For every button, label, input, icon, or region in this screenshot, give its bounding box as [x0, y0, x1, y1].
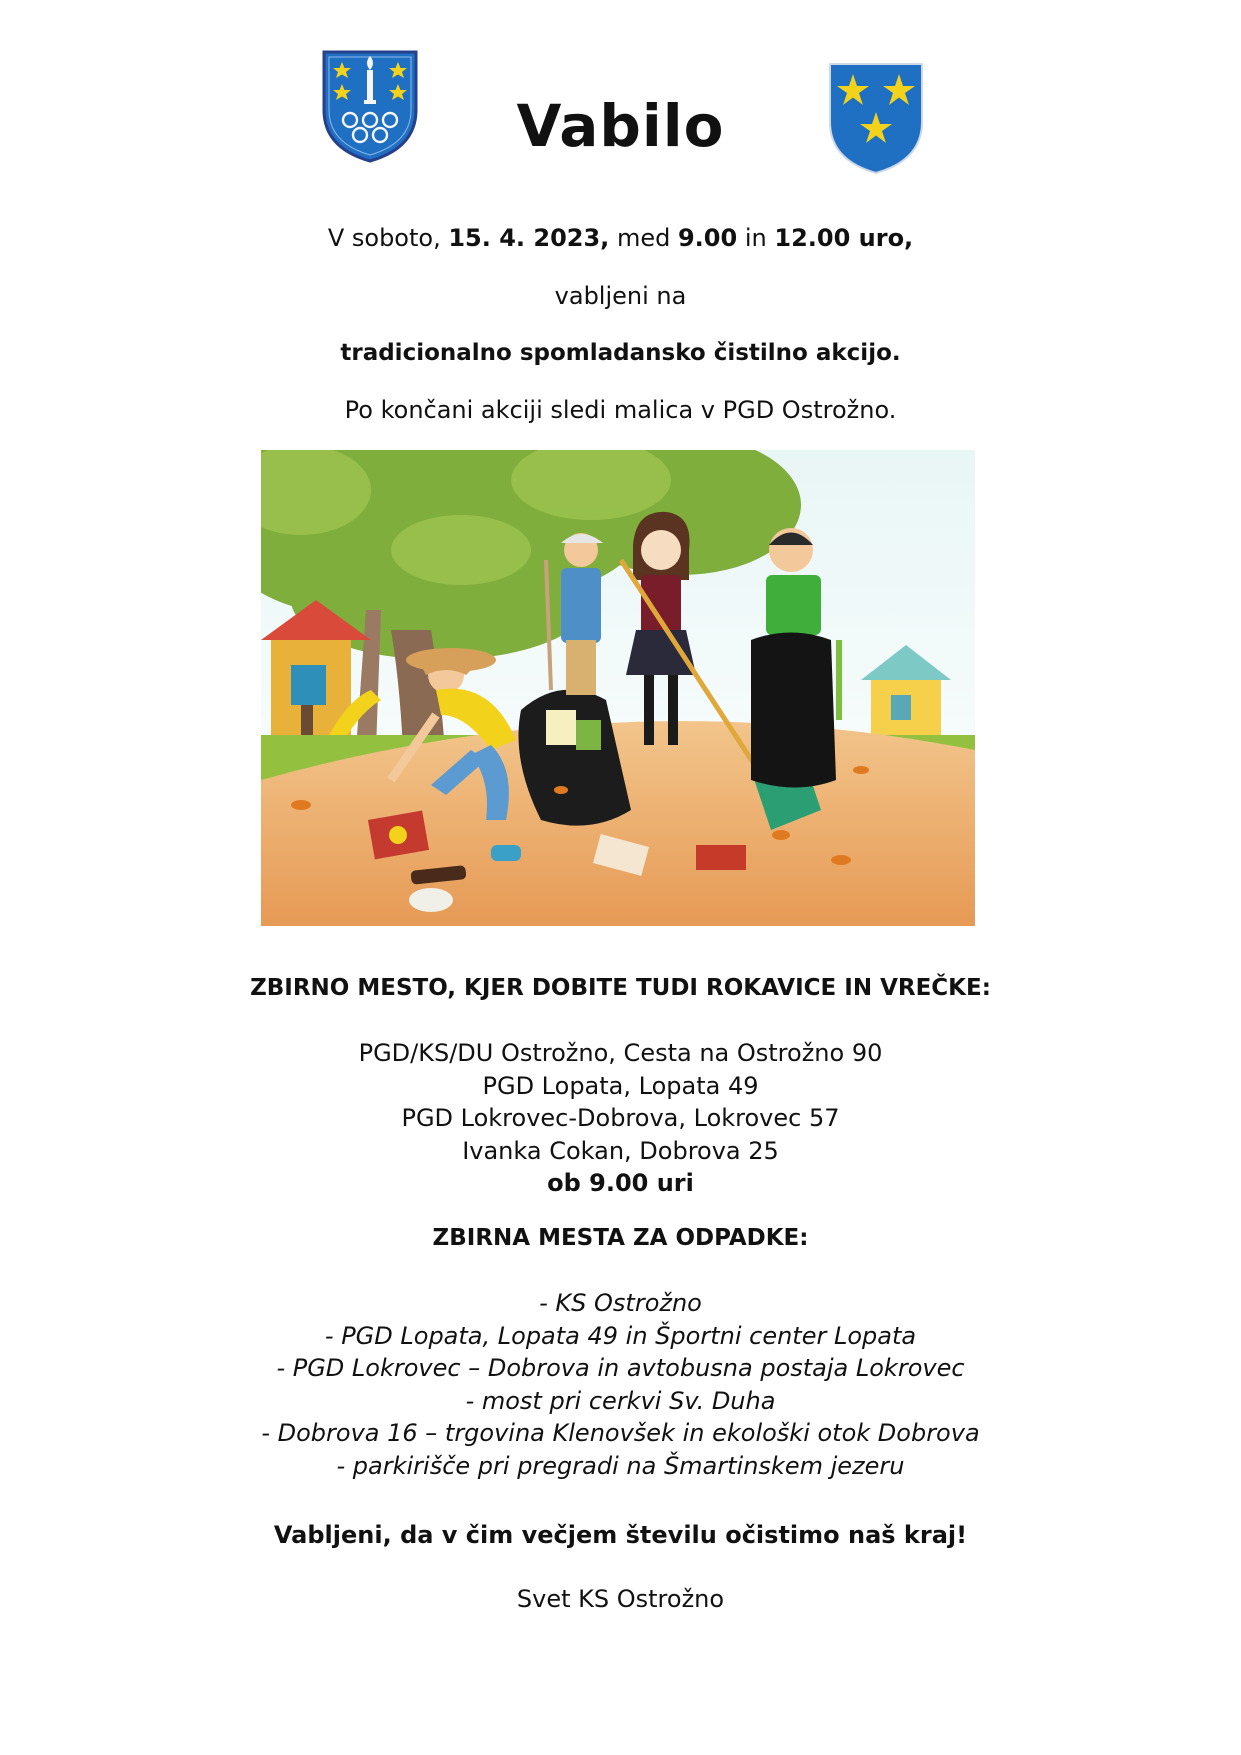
time-prefix: med — [616, 224, 671, 252]
waste-place: - most pri cerkvi Sv. Duha — [465, 1386, 776, 1415]
meeting-heading: ZBIRNO MESTO, KJER DOBITE TUDI ROKAVICE IN VREČKE: — [250, 975, 991, 1001]
waste-heading: ZBIRNA MESTA ZA ODPADKE: — [432, 1225, 809, 1251]
meeting-place: PGD Lokrovec-Dobrova, Lokrovec 57 — [401, 1104, 840, 1132]
event-date: 15. 4. 2023, — [448, 224, 610, 252]
waste-place: - KS Ostrožno — [539, 1289, 702, 1317]
waste-place: - Dobrova 16 – trgovina Klenovšek in ekološki otok Dobrova — [261, 1419, 980, 1447]
closing-line: Vabljeni, da v čim večjem številu očistimo naš kraj! — [273, 1521, 968, 1549]
meeting-place: PGD Lopata, Lopata 49 — [482, 1071, 759, 1100]
start-time: 9.00 — [677, 224, 738, 252]
waste-place: - PGD Lokrovec – Dobrova in avtobusna postaja Lokrovec — [276, 1354, 965, 1382]
end-time: 12.00 uro, — [774, 224, 914, 252]
invited-line: vabljeni na — [554, 282, 687, 310]
waste-place: - parkirišče pri pregradi na Šmartinskem jezeru — [336, 1451, 905, 1480]
date-time-line — [0, 222, 1241, 254]
meeting-place: Ivanka Cokan, Dobrova 25 — [462, 1136, 779, 1165]
meeting-places-list — [0, 1037, 1241, 1200]
signature: Svet KS Ostrožno — [516, 1585, 725, 1613]
waste-place: - PGD Lopata, Lopata 49 in Športni center Lopata — [324, 1321, 917, 1350]
cleanup-illustration — [261, 450, 975, 926]
meeting-time: ob 9.00 uri — [547, 1169, 694, 1197]
after-line: Po končani akciji sledi malica v PGD Ostrožno. — [344, 396, 897, 424]
time-mid: in — [744, 224, 767, 252]
page-title: Vabilo — [516, 92, 725, 160]
coat-of-arms-right-icon — [826, 60, 926, 176]
date-prefix: V soboto, — [327, 224, 441, 252]
meeting-place: PGD/KS/DU Ostrožno, Cesta na Ostrožno 90 — [358, 1039, 883, 1067]
waste-places-list — [0, 1287, 1241, 1482]
event-line: tradicionalno spomladansko čistilno akcijo. — [340, 340, 901, 366]
